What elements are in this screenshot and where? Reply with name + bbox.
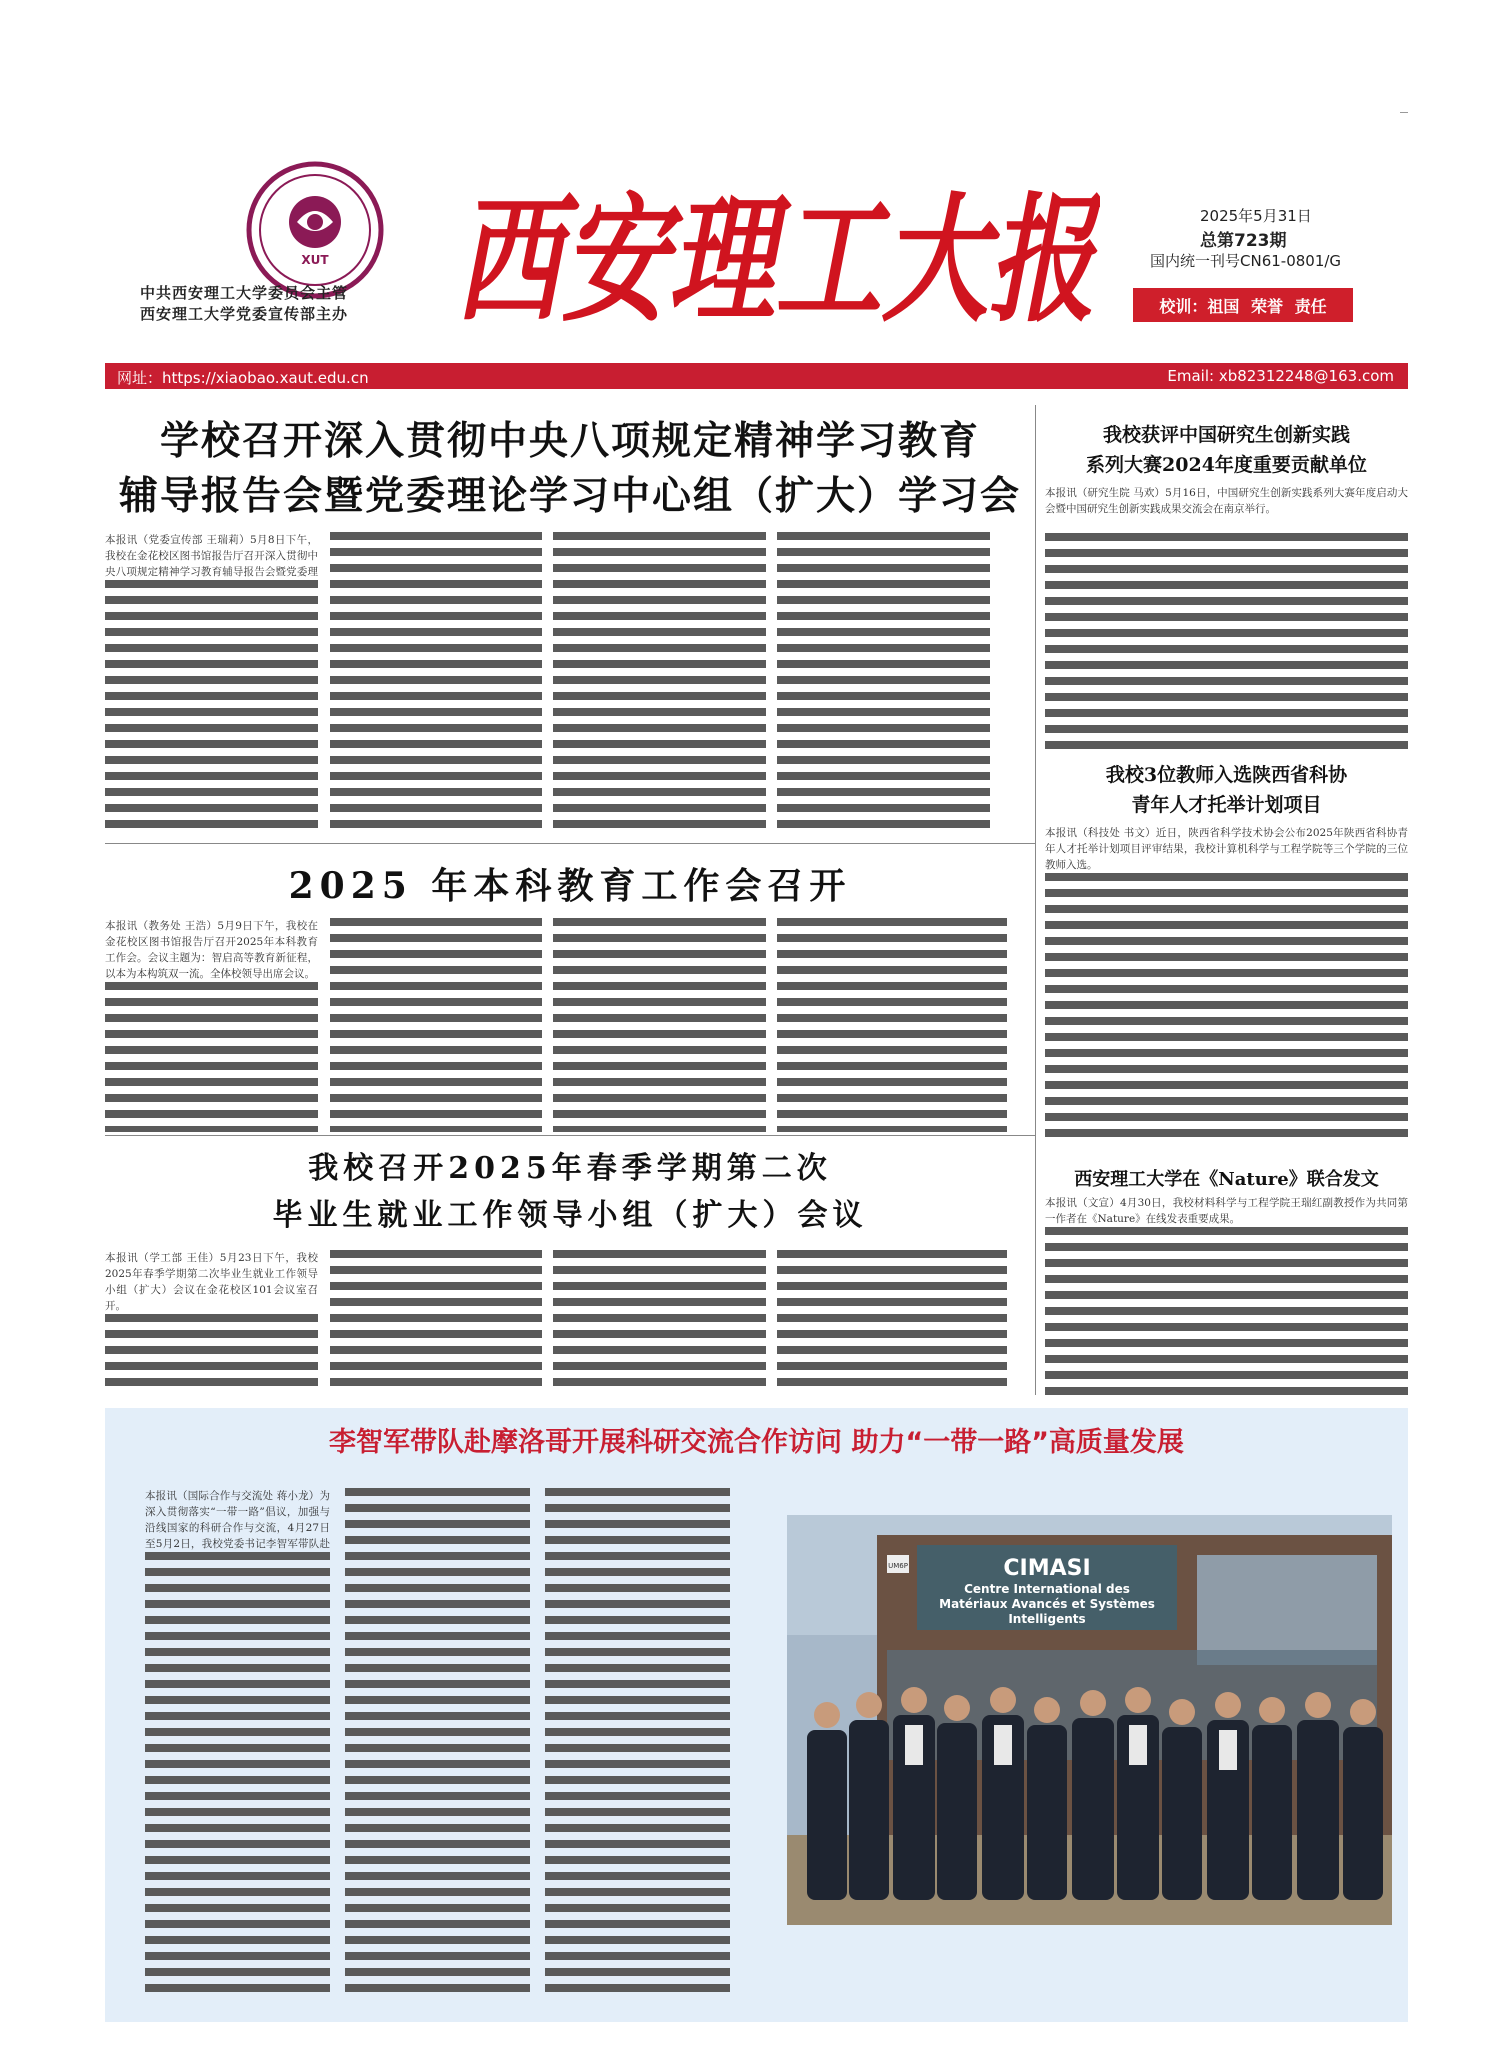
group-photo: [787, 1515, 1392, 1925]
contact-bar: [105, 363, 1408, 389]
article-3-body-col-3: [553, 1250, 766, 1394]
article-6-lead: 本报讯（文宣）4月30日，我校材料科学与工程学院王瑞红副教授作为共同第一作者在《Nature》在线发表重要成果。: [1045, 1197, 1408, 1225]
article-7-lead: 本报讯（国际合作与交流处 蒋小龙）为深入贯彻落实“一带一路”倡议，加强与沿线国家的科研合作与交流，4月27日至5月2日，我校党委书记李智军带队赴: [145, 1490, 330, 1550]
website-link[interactable]: 网址：https://xiaobao.xaut.edu.cn: [117, 369, 369, 387]
article-2-body-col-3: [553, 918, 766, 1132]
corner-mark: [1400, 112, 1408, 113]
article-2-body-col-2: [330, 918, 542, 1132]
article-4-body: [1045, 533, 1408, 749]
article-2-body-col-4: [777, 918, 1007, 1132]
article-6-headline: 西安理工大学在《Nature》联合发文: [1074, 1169, 1379, 1190]
article-3-body-col-1: [105, 1314, 318, 1394]
article-5-headline-line-1: 我校3位教师入选陕西省科协: [1105, 764, 1348, 786]
cn-number: 国内统一刊号CN61-0801/G: [1150, 252, 1342, 270]
article-7-body-col-3: [545, 1488, 730, 2000]
divider: [105, 1135, 1035, 1136]
article-2-lead: 本报讯（教务处 王浩）5月9日下午，我校在金花校区图书馆报告厅召开2025年本科教育工作会。会议主题为：智启高等教育新征程，以本为本构筑双一流。全体校领导出席会议。: [105, 920, 318, 980]
divider: [105, 843, 1035, 844]
article-4-headline-line-2: 系列大赛2024年度重要贡献单位: [1086, 454, 1367, 476]
column-divider: [1035, 405, 1036, 1395]
article-1-headline-line-2: 辅导报告会暨党委理论学习中心组（扩大）学习会: [118, 473, 1021, 519]
photo-sign-line-2: Centre International des: [964, 1582, 1130, 1596]
article-5-headline-line-2: 青年人才托举计划项目: [1131, 794, 1322, 816]
article-6-body: [1045, 1227, 1408, 1395]
issue-date: 2025年5月31日: [1200, 207, 1312, 225]
article-1-headline-line-1: 学校召开深入贯彻中央八项规定精神学习教育: [159, 418, 980, 464]
article-5-lead: 本报讯（科技处 书文）近日，陕西省科学技术协会公布2025年陕西省科协青年人才托举计划项目评审结果，我校计算机科学与工程学院等三个学院的三位教师入选。: [1045, 827, 1408, 871]
article-7-body-col-2: [345, 1488, 530, 2000]
logo-text: XUT: [301, 253, 329, 267]
article-1-body-col-1: [105, 580, 318, 828]
article-1-lead: 本报讯（党委宣传部 王瑞莉）5月8日下午，我校在金花校区图书馆报告厅召开深入贯彻中央八项规定精神学习教育辅导报告会暨党委理: [105, 534, 318, 578]
article-1-body-col-3: [553, 532, 766, 828]
university-logo: [245, 160, 385, 300]
article-3-lead: 本报讯（学工部 王佳）5月23日下午，我校2025年春季学期第二次毕业生就业工作领导小组（扩大）会议在金花校区101会议室召开。: [105, 1252, 318, 1312]
organizer-line-1: 中共西安理工大学委员会主管: [140, 284, 349, 302]
article-5-body: [1045, 873, 1408, 1145]
article-3-body-col-2: [330, 1250, 542, 1394]
photo-sign-title: CIMASI: [1003, 1556, 1091, 1581]
article-3-headline-line-2: 毕业生就业工作领导小组（扩大）会议: [272, 1198, 868, 1233]
school-motto: 校训：祖国 荣誉 责任: [1133, 288, 1353, 322]
article-3-headline-line-1: 我校召开2025年春季学期第二次: [308, 1151, 832, 1186]
article-3-body-col-4: [777, 1250, 1007, 1394]
photo-sign-line-3: Matériaux Avancés et Systèmes: [939, 1597, 1155, 1611]
masthead-title: [450, 158, 1100, 348]
photo-sign-line-4: Intelligents: [1008, 1612, 1086, 1626]
article-7-body-col-1: [145, 1552, 330, 2000]
photo-small-sign: UM6P: [888, 1562, 908, 1570]
article-7-headline: 李智军带队赴摩洛哥开展科研交流合作访问 助力“一带一路”高质量发展: [329, 1427, 1184, 1458]
article-1-body-col-2: [330, 532, 542, 828]
organizer-line-2: 西安理工大学党委宣传部主办: [140, 305, 349, 323]
article-1-body-col-4: [777, 532, 990, 828]
issue-number: 总第723期: [1200, 231, 1287, 251]
article-2-headline: 2025 年本科教育工作会召开: [288, 865, 852, 907]
masthead-title-text: 西安理工大报: [455, 178, 1100, 341]
article-4-headline-line-1: 我校获评中国研究生创新实践: [1102, 424, 1350, 446]
article-2-body-col-1: [105, 982, 318, 1132]
article-4-lead: 本报讯（研究生院 马欢）5月16日，中国研究生创新实践系列大赛年度启动大会暨中国研究生创新实践成果交流会在南京举行。: [1045, 487, 1408, 515]
email-link[interactable]: Email: xb82312248@163.com: [1167, 367, 1394, 385]
